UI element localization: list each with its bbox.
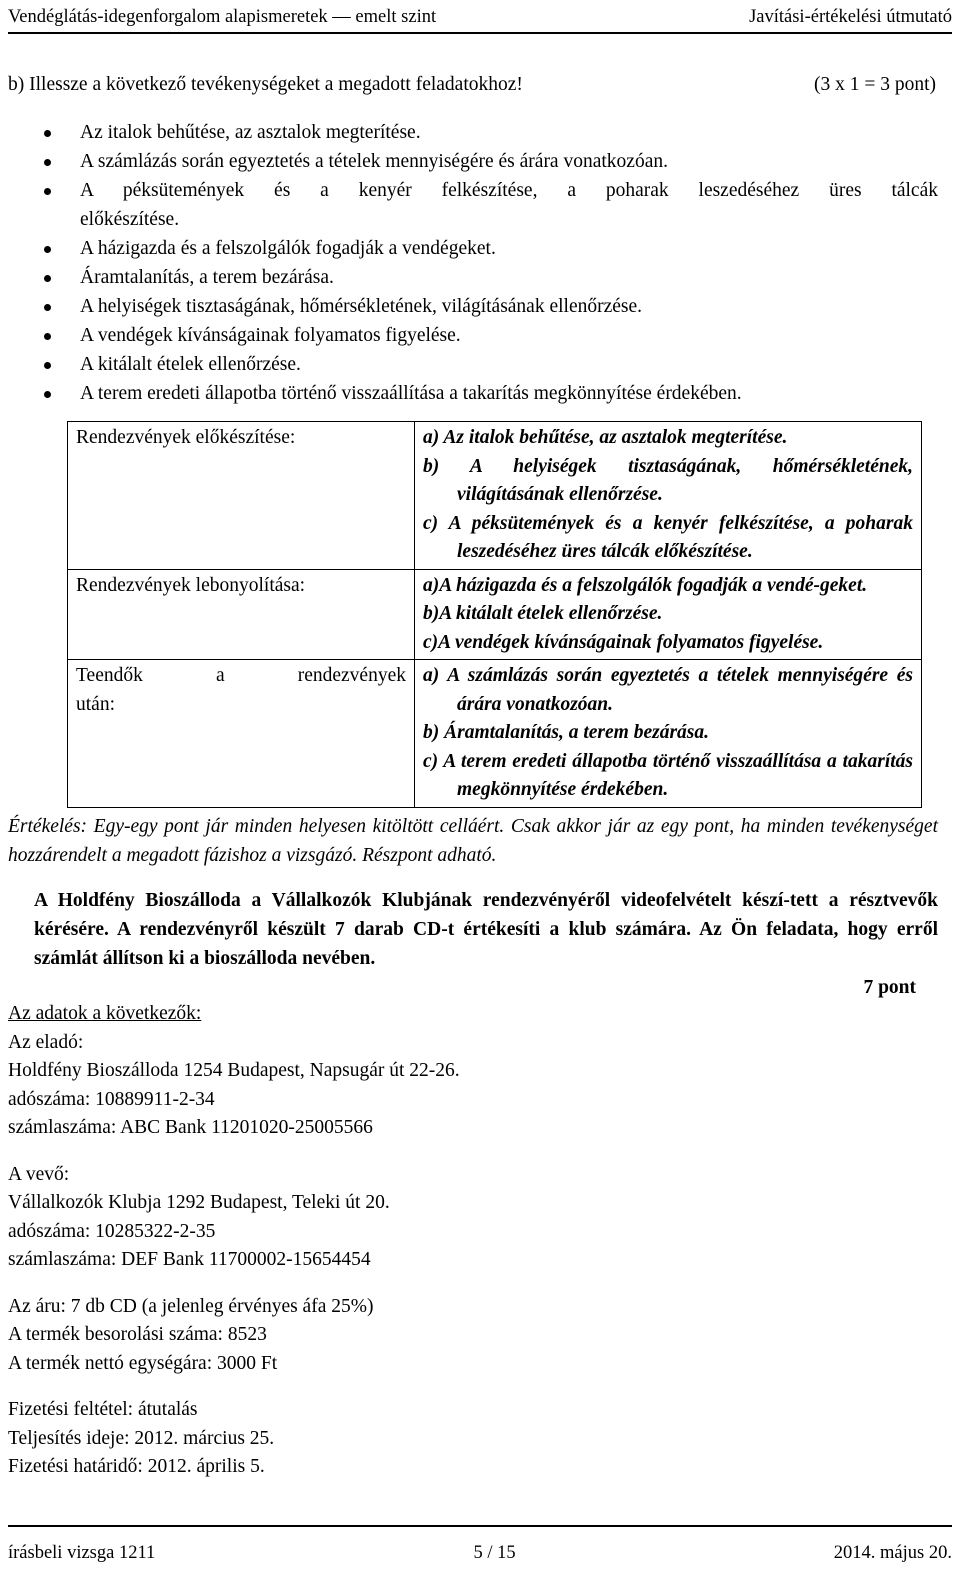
invoice-data	[8, 1000, 938, 1482]
page-header	[8, 2, 952, 34]
activity-list	[8, 118, 938, 408]
phase-cell: Rendezvények előkészítése:	[68, 422, 415, 570]
answer-cell: a) A számlázás során egyeztetés a tételek mennyiségére és árára vonatkozóan. b) Áramtalanítás, a terem bezárása. c) A terem eredeti állapotba történő visszaállítása a takarítás megkönnyítése érdekében.	[415, 660, 922, 808]
header-doc-type: Javítási-értékelési útmutató	[749, 6, 952, 27]
payment-deadline: Fizetési határidő: 2012. április 5.	[8, 1456, 265, 1477]
list-item: A terem eredeti állapotba történő visszaállítása a takarítás megkönnyítése érdekében.	[8, 379, 938, 408]
data-heading: Az adatok a következők:	[8, 1003, 202, 1024]
fulfilment-date: Teljesítés ideje: 2012. március 25.	[8, 1427, 275, 1449]
page-footer	[8, 1525, 952, 1564]
list-item: A számlázás során egyeztetés a tételek mennyiségére és árára vonatkozóan.	[8, 147, 938, 176]
buyer-account: számlaszáma: DEF Bank 11700002-15654454	[8, 1249, 371, 1270]
unit-price: A termék nettó egységára: 3000 Ft	[8, 1352, 278, 1374]
page-number: 5 / 15	[473, 1543, 516, 1563]
task-3-points: 7 pont	[863, 977, 916, 998]
payment-terms: Fizetési feltétel: átutalás	[8, 1399, 198, 1420]
table-row	[68, 660, 922, 808]
buyer-label: A vevő:	[8, 1163, 70, 1185]
list-item: A péksütemények és a kenyér felkészítése, a poharak leszedéséhez üres tálcák előkészítése.	[8, 176, 938, 234]
buyer-name: Vállalkozók Klubja 1292 Budapest, Teleki út 20.	[8, 1192, 390, 1213]
table-row	[68, 422, 922, 570]
answer-cell: a)A házigazda és a felszolgálók fogadják a vendé-geket. b)A kitálalt ételek ellenőrzése. c)A vendégek kívánságainak folyamatos figyelése.	[415, 569, 922, 660]
task-b-points: (3 x 1 = 3 pont)	[813, 74, 936, 95]
list-item: A helyiségek tisztaságának, hőmérsékletének, világításának ellenőrzése.	[8, 292, 938, 321]
header-subject: Vendéglátás-idegenforgalom alapismeretek — emelt szint	[8, 6, 437, 27]
buyer-tax: adószáma: 10285322-2-35	[8, 1220, 216, 1242]
seller-account: számlaszáma: ABC Bank 11201020-25005566	[8, 1117, 373, 1138]
seller-tax: adószáma: 10889911-2-34	[8, 1088, 215, 1110]
list-item: Az italok behűtése, az asztalok megterítése.	[8, 118, 938, 147]
task-3	[8, 886, 938, 1002]
task-b-instruction: b) Illessze a következő tevékenységeket a megadott feladatokhoz!	[8, 74, 523, 95]
list-item: A vendégek kívánságainak folyamatos figyelése.	[8, 321, 938, 350]
phase-cell: Teendők a rendezvények után:	[68, 660, 415, 808]
footer-date: 2014. május 20.	[833, 1543, 952, 1563]
seller-name: Holdfény Bioszálloda 1254 Budapest, Napsugár út 22-26.	[8, 1060, 460, 1081]
phase-cell: Rendezvények lebonyolítása:	[68, 569, 415, 660]
seller-label: Az eladó:	[8, 1031, 84, 1053]
list-item: A házigazda és a felszolgálók fogadják a vendégeket.	[8, 234, 938, 263]
goods: Az áru: 7 db CD (a jelenleg érvényes áfa 25%)	[8, 1295, 374, 1317]
task-3-text: A Holdfény Bioszálloda a Vállalkozók Klubjának rendezvényéről videofelvételt készí-tett a résztvevők kérésére. A rendezvényről készült 7 darab CD-t értékesíti a klub számára. Az Ön feladata, hogy erről számlát állítson ki a bioszálloda nevében.	[34, 890, 938, 969]
answer-table	[67, 421, 922, 808]
answer-cell: a) Az italok behűtése, az asztalok megterítése. b) A helyiségek tisztaságának, hőmérsékletének, világításának ellenőrzése. c) A péksütemények és a kenyér felkészítése, a poharak leszedéséhez üres tálcák előkészítése.	[415, 422, 922, 570]
table-row	[68, 569, 922, 660]
list-item: A kitálalt ételek ellenőrzése.	[8, 350, 938, 379]
task-b-title	[8, 70, 936, 100]
footer-exam: írásbeli vizsga 1211	[8, 1543, 156, 1563]
evaluation-note: Értékelés: Egy-egy pont jár minden helyesen kitöltött celláért. Csak akkor jár az egy pont, ha minden tevékenységet hozzárendelt a megadott fázishoz a vizsgázó. Részpont adható.	[8, 816, 938, 866]
list-item: Áramtalanítás, a terem bezárása.	[8, 263, 938, 292]
classification: A termék besorolási száma: 8523	[8, 1324, 267, 1345]
